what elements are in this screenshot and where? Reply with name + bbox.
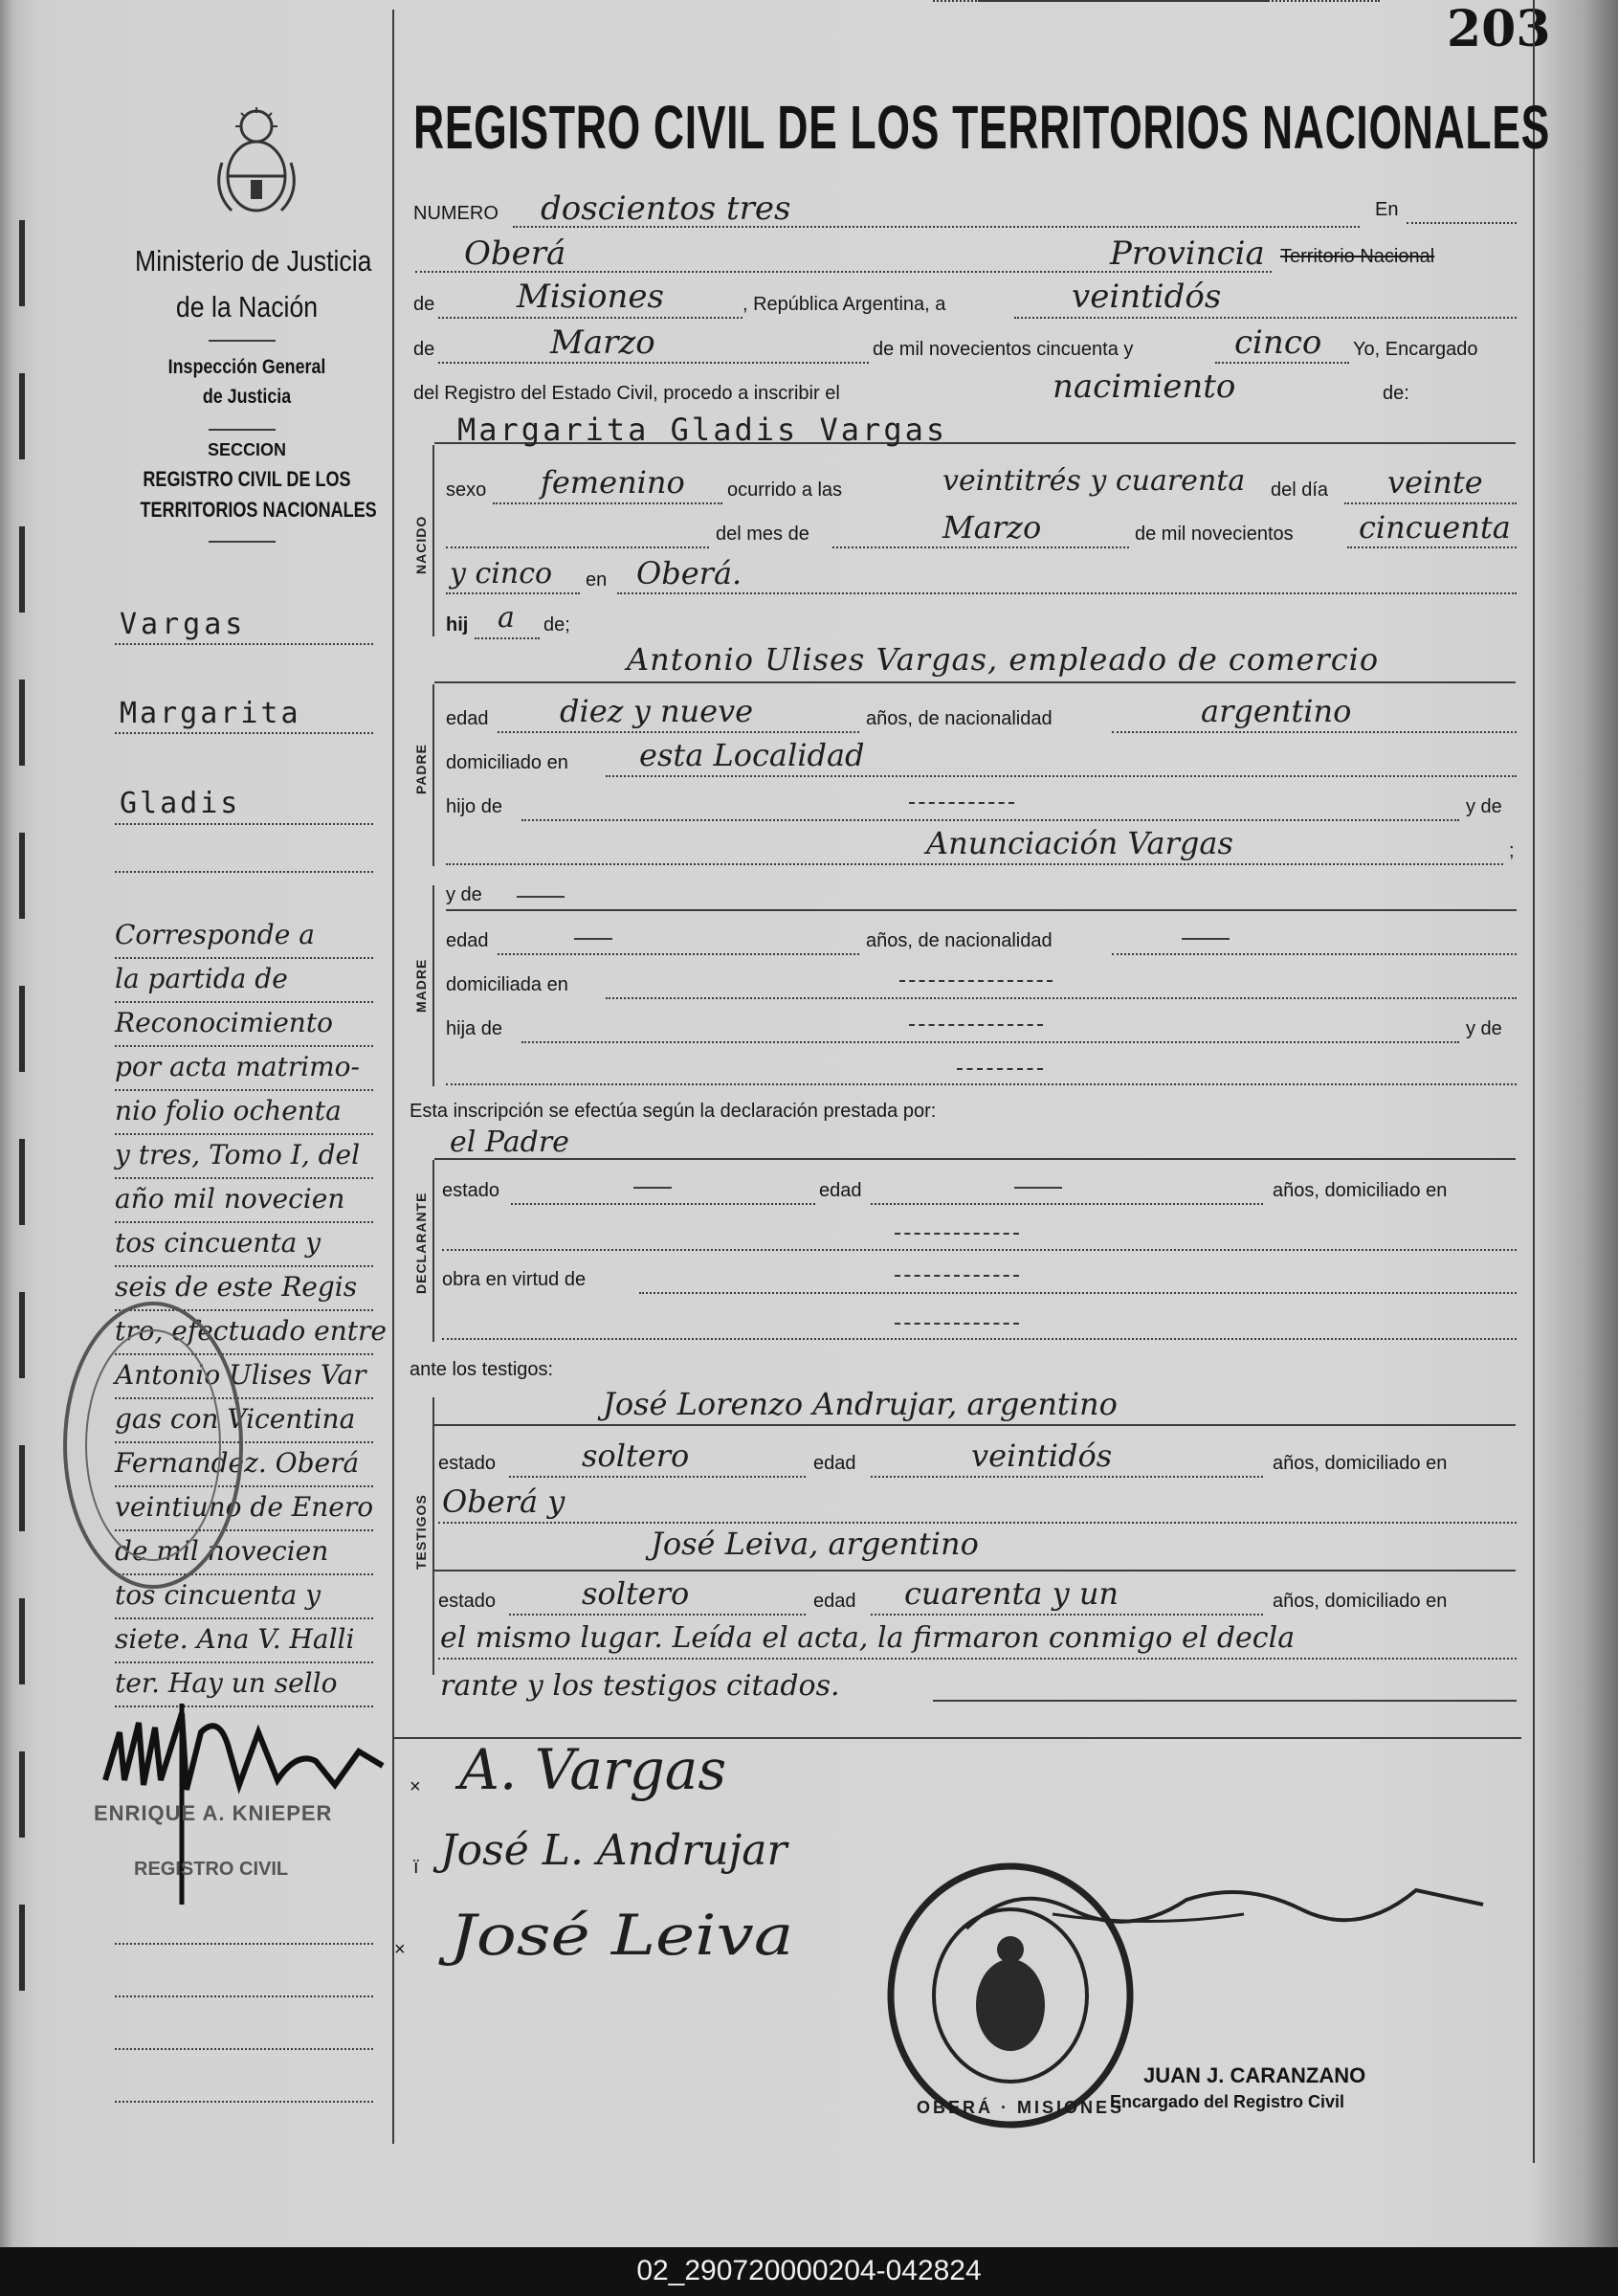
fill-line: [521, 819, 1459, 821]
fill-line: [442, 1249, 1517, 1251]
divider: [209, 429, 276, 431]
hora-value: veintitrés y cuarenta: [942, 464, 1246, 498]
place-value: Oberá: [464, 234, 566, 273]
signature-2: José L. Andrujar: [440, 1826, 787, 1875]
dash-mark: [909, 802, 1014, 804]
fill-line: [933, 0, 1268, 2]
testigo-2-estado: soltero: [582, 1575, 690, 1612]
section-line-3: TERRITORIOS NACIONALES: [140, 498, 377, 522]
fill-line: [1407, 222, 1517, 224]
right-edge-rule: [1533, 0, 1535, 2163]
divider: [209, 340, 276, 342]
fill-line: [617, 592, 1517, 594]
x-mark: ×: [394, 1939, 406, 1960]
fill-line: [498, 731, 859, 733]
block-rule: [446, 909, 1517, 911]
block-bracket: [432, 1397, 434, 1675]
margin-line: [115, 871, 373, 873]
madre-y-de-end-label: y de: [1466, 1018, 1502, 1039]
mil-label: de mil novecientos cincuenta y: [873, 339, 1134, 360]
inspection-line-2: de Justicia: [202, 386, 292, 408]
margin-note-line: gas con Vicentina: [115, 1403, 356, 1435]
margin-note-line: Corresponde a: [115, 919, 315, 950]
month-value: Marzo: [550, 323, 655, 362]
margin-note-line: Reconocimiento: [115, 1007, 333, 1038]
declarante-estado-label: estado: [442, 1180, 500, 1201]
margin-note-line: ter. Hay un sello: [115, 1667, 338, 1699]
hij-label: hij: [446, 614, 469, 635]
testigo-1-estado: soltero: [582, 1438, 690, 1474]
section-line-1: SECCION: [207, 440, 286, 459]
page-number: 203: [1447, 0, 1551, 58]
dash-mark: [1182, 938, 1230, 940]
margin-line: [115, 1617, 373, 1619]
madre-edad-label: edad: [446, 930, 489, 951]
declarante-name: el Padre: [450, 1126, 569, 1159]
blank-line: [115, 1995, 373, 1997]
margin-name-1: Margarita: [120, 697, 301, 730]
edad-label: edad: [813, 1591, 856, 1612]
block-bracket: [432, 684, 434, 866]
dash-mark: [1014, 1187, 1062, 1189]
margin-note-line: veintiuno de Enero: [115, 1491, 374, 1523]
x-mark: ï: [413, 1857, 419, 1878]
fill-line: [606, 997, 1517, 999]
blank-line: [115, 2048, 373, 2050]
block-bracket: [432, 1160, 434, 1342]
en-label: en: [586, 569, 608, 591]
dash-mark: [899, 980, 1053, 982]
fill-line: [1014, 317, 1517, 319]
declarante-anos-label: años, domiciliado en: [1273, 1180, 1448, 1201]
de-colon-label: de:: [1383, 383, 1409, 404]
margin-note-line: seis de este Regis: [115, 1271, 358, 1303]
margin-line: [115, 1133, 373, 1135]
hij-value: a: [498, 601, 515, 635]
padre-section-label: PADRE: [413, 744, 429, 794]
fill-line: [438, 1522, 1517, 1524]
fill-line: [446, 1083, 1517, 1085]
margin-line: [115, 823, 373, 825]
footer-bar: [0, 2247, 1618, 2296]
de-label: de: [413, 339, 435, 360]
fill-line: [493, 502, 722, 504]
registry-seal-icon: [885, 1861, 1136, 2129]
padre-name: Antonio Ulises Vargas, empleado de comercio: [627, 641, 1380, 678]
block-rule: [434, 681, 1516, 683]
fill-line: [446, 546, 709, 548]
margin-line: [115, 1661, 373, 1663]
margin-line: [115, 1221, 373, 1223]
testigos-section-label: TESTIGOS: [413, 1494, 429, 1570]
numero-label: NUMERO: [413, 203, 499, 224]
registrar-name: JUAN J. CARANZANO: [1143, 2063, 1366, 2087]
year-value: cinco: [1234, 323, 1322, 362]
del-dia-label: del día: [1271, 479, 1329, 501]
dash-mark: [517, 896, 565, 898]
hija-de-label: hija de: [446, 1018, 502, 1039]
estado-label: estado: [438, 1453, 497, 1474]
block-bracket: [432, 445, 434, 636]
signature-1: A. Vargas: [459, 1737, 727, 1802]
en-label: En: [1375, 199, 1399, 220]
margin-note-line: tos cincuenta y: [115, 1579, 321, 1611]
dash-mark: [957, 1068, 1043, 1070]
yo-label: Yo, Encargado: [1353, 339, 1478, 360]
margin-stamp-icon: [57, 1297, 249, 1594]
block-rule: [434, 1424, 1516, 1426]
signature-3: José Leiva: [450, 1903, 794, 1968]
coat-of-arms-icon: [212, 105, 300, 220]
lugar-value: Oberá.: [636, 555, 743, 591]
republica-label: , República Argentina, a: [743, 294, 946, 315]
margin-note-line: por acta matrimo-: [115, 1051, 360, 1082]
semicolon: ;: [1509, 840, 1515, 861]
section-line-2: REGISTRO CIVIL DE LOS: [143, 467, 351, 491]
padre-edad-value: diez y nueve: [560, 693, 754, 729]
ministry-line-1: Ministerio de Justicia: [135, 244, 372, 278]
anos-domiciliado-label: años, domiciliado en: [1273, 1591, 1448, 1612]
fill-line: [438, 1658, 1517, 1660]
dash-mark: [909, 1024, 1043, 1026]
fill-line: [446, 863, 1503, 865]
fill-line: [832, 546, 1129, 548]
ministry-line-2: de la Nación: [175, 290, 319, 323]
fill-line: [871, 1614, 1263, 1616]
block-rule: [434, 1158, 1516, 1160]
blank-line: [115, 2101, 373, 2103]
fill-line: [871, 1203, 1263, 1205]
image-code: 02_290720000204-042824: [636, 2255, 982, 2286]
margin-note-line: siete. Ana V. Halli: [115, 1623, 355, 1655]
fill-line: [521, 1041, 1459, 1043]
anio-cont-value: y cinco: [450, 557, 553, 591]
blank-line: [115, 1943, 373, 1945]
fill-line: [1215, 362, 1349, 364]
fill-line: [509, 1614, 806, 1616]
margin-note-line: año mil novecien: [115, 1183, 345, 1215]
madre-y-de-label: y de: [446, 884, 482, 905]
left-panel-divider: [392, 10, 394, 2144]
document-title: REGISTRO CIVIL DE LOS TERRITORIOS NACIONALES: [413, 93, 1550, 162]
divider: [209, 541, 276, 543]
testigos-intro: ante los testigos:: [410, 1359, 554, 1380]
sexo-label: sexo: [446, 479, 487, 501]
madre-anos-label: años, de nacionalidad: [866, 930, 1053, 951]
margin-note-line: Fernandez. Oberá: [115, 1447, 360, 1479]
fill-line: [606, 775, 1517, 777]
nacido-section-label: NACIDO: [413, 515, 429, 574]
fill-line: [438, 362, 869, 364]
madre-domicilio-label: domiciliada en: [446, 974, 568, 995]
testigo-2-name: José Leiva, argentino: [651, 1526, 979, 1562]
margin-line: [115, 1265, 373, 1267]
declarante-edad-label: edad: [819, 1180, 862, 1201]
margin-line: [115, 1001, 373, 1003]
de-label: de: [413, 294, 435, 315]
dash-mark: [895, 1323, 1019, 1325]
declaracion-intro: Esta inscripción se efectúa según la declaración prestada por:: [410, 1101, 937, 1122]
anos-domiciliado-label: años, domiciliado en: [1273, 1453, 1448, 1474]
testigo-1-edad: veintidós: [971, 1438, 1113, 1474]
fill-line: [498, 953, 859, 955]
del-mes-label: del mes de: [716, 524, 809, 545]
padre-domicilio-value: esta Localidad: [639, 737, 865, 773]
fill-line: [442, 1338, 1517, 1340]
edad-label: edad: [446, 708, 489, 729]
fill-line: [475, 637, 540, 639]
dash-mark: [895, 1233, 1019, 1235]
block-rule: [933, 1700, 1517, 1702]
estado-label: estado: [438, 1591, 497, 1612]
margin-line: [115, 957, 373, 959]
edad-label: edad: [813, 1453, 856, 1474]
sexo-value: femenino: [541, 464, 685, 501]
margin-surname: Vargas: [120, 608, 247, 641]
testigo-1-name: José Lorenzo Andrujar, argentino: [603, 1386, 1118, 1422]
mes-value: Marzo: [942, 509, 1042, 546]
margin-line: [115, 643, 373, 645]
fill-line: [639, 1292, 1517, 1294]
padre-nacionalidad-value: argentino: [1201, 693, 1352, 729]
dash-mark: [574, 938, 612, 940]
madre-section-label: MADRE: [413, 958, 429, 1013]
dash-mark: [633, 1187, 672, 1189]
padre-madre-name: Anunciación Vargas: [926, 825, 1233, 861]
declarante-section-label: DECLARANTE: [413, 1192, 429, 1294]
nacido-de-label: de;: [543, 614, 570, 635]
fill-line: [1347, 546, 1517, 548]
testigo-2-edad: cuarenta y un: [904, 1575, 1119, 1612]
hijo-de-label: hijo de: [446, 796, 502, 817]
territorio-label: Territorio Nacional: [1280, 246, 1435, 267]
fill-line: [1344, 502, 1517, 504]
margin-note-line: nio folio ochenta: [115, 1095, 342, 1126]
margin-line: [115, 732, 373, 734]
nacido-name: Margarita Gladis Vargas: [457, 412, 948, 448]
fill-line: [1112, 731, 1517, 733]
block-bracket: [432, 885, 434, 1086]
margin-stamp-name: ENRIQUE A. KNIEPER: [94, 1801, 333, 1825]
block-rule: [434, 1570, 1516, 1572]
fill-line: [509, 1476, 806, 1478]
margin-line: [115, 1045, 373, 1047]
fill-line: [871, 1476, 1263, 1478]
domicilio-label: domiciliado en: [446, 752, 568, 773]
fill-line: [438, 317, 743, 319]
closing-line-2: rante y los testigos citados.: [440, 1669, 840, 1703]
anio-value: cincuenta: [1359, 509, 1511, 546]
dia-value: veinte: [1387, 464, 1483, 501]
margin-note-line: la partida de: [115, 963, 288, 994]
del-registro-label: del Registro del Estado Civil, procedo a inscribir el: [413, 383, 840, 404]
act-type-value: nacimiento: [1053, 368, 1236, 406]
fill-line: [1112, 953, 1517, 955]
testigo-1-domicilio: Oberá y: [442, 1483, 565, 1520]
fill-line: [446, 592, 580, 594]
closing-line-1: el mismo lugar. Leída el acta, la firmaron conmigo el decla: [440, 1621, 1296, 1655]
day-value: veintidós: [1072, 278, 1222, 316]
mil-nov-label: de mil novecientos: [1135, 524, 1294, 545]
seal-bottom-text: OBERÁ · MISIONES: [917, 2098, 1125, 2117]
y-de-label: y de: [1466, 796, 1502, 817]
inspection-line-1: Inspección General: [167, 356, 326, 378]
margin-note-line: Antonio Ulises Var: [115, 1359, 366, 1391]
fill-line: [511, 1203, 815, 1205]
margin-line: [115, 1177, 373, 1179]
ocurrido-label: ocurrido a las: [727, 479, 843, 501]
margin-note-line: tro, efectuado entre: [115, 1315, 387, 1347]
obra-label: obra en virtud de: [442, 1269, 587, 1290]
registrar-title: Encargado del Registro Civil: [1110, 2092, 1345, 2111]
margin-note-line: de mil novecien: [115, 1535, 329, 1567]
anos-nacionalidad-label: años, de nacionalidad: [866, 708, 1053, 729]
margin-note-line: y tres, Tomo I, del: [115, 1139, 361, 1170]
province-value: Provincia: [1110, 234, 1265, 273]
margin-stamp-sub: REGISTRO CIVIL: [134, 1859, 289, 1880]
dash-mark: [895, 1275, 1019, 1277]
margin-line: [115, 1089, 373, 1091]
numero-value: doscientos tres: [541, 189, 791, 228]
x-mark: ×: [410, 1776, 421, 1797]
margin-name-2: Gladis: [120, 787, 241, 820]
district-value: Misiones: [517, 278, 664, 316]
binding-edge: [19, 220, 25, 2039]
margin-note-line: tos cincuenta y: [115, 1227, 321, 1259]
